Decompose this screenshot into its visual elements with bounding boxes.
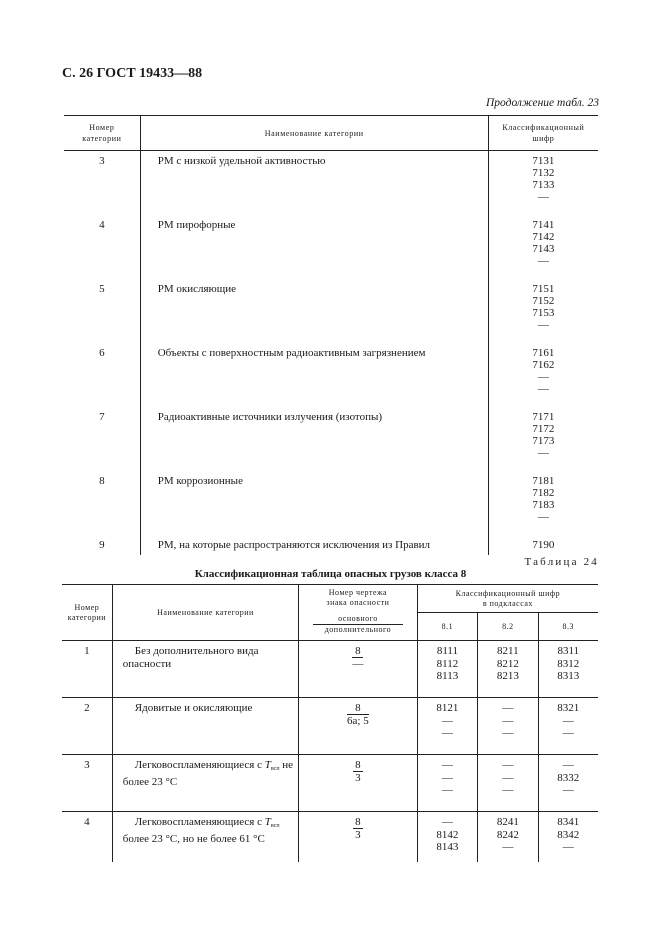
code-value: — — [537, 447, 549, 459]
col-header-sub-8-2: 8.2 — [478, 613, 538, 641]
sign-fraction — [299, 812, 418, 863]
sign-main: 8 — [355, 759, 361, 771]
category-number: 5 — [99, 283, 105, 295]
category-name — [112, 641, 298, 698]
code-value: — — [537, 191, 549, 203]
code-value: 7131 — [532, 155, 555, 167]
code-value: — — [502, 727, 514, 739]
code-value: 7182 — [532, 487, 555, 499]
code-column — [478, 641, 538, 698]
table-row — [62, 812, 598, 863]
code-value: — — [502, 784, 514, 796]
code-value: 8113 — [436, 670, 459, 682]
code-value: 7153 — [532, 307, 555, 319]
category-number: 2 — [62, 698, 112, 755]
code-value: 8242 — [496, 828, 519, 841]
code-value: — — [562, 841, 574, 853]
category-name-text: не более 23 °С — [122, 759, 294, 788]
temperature-subscript: всп — [270, 766, 280, 772]
category-name-text: Легковоспламеняющиеся с — [134, 816, 262, 828]
category-name: РМ с низкой удельной активностью — [140, 151, 488, 216]
code-value: 8342 — [557, 828, 580, 841]
sign-main: 8 — [355, 816, 361, 828]
sign-denominator-label: дополнительного — [324, 625, 392, 634]
code-value: 8143 — [436, 841, 459, 853]
code-value: — — [441, 771, 453, 784]
code-value: 8341 — [557, 816, 580, 828]
code-value: 8313 — [557, 670, 580, 682]
category-number: 4 — [99, 219, 105, 231]
code-value: — — [562, 784, 574, 796]
code-value: 7190 — [532, 539, 555, 551]
sign-additional: 3 — [355, 829, 361, 841]
table-24 — [62, 584, 598, 862]
category-number: 8 — [99, 475, 105, 487]
code-value: 8142 — [436, 828, 459, 841]
category-number: 6 — [99, 347, 105, 359]
table-24-header-row-1 — [62, 585, 598, 613]
code-value: 7141 — [532, 219, 555, 231]
table-24-title: Классификационная таблица опасных грузов класса 8 — [194, 568, 467, 580]
category-codes — [488, 471, 598, 535]
sign-main: 8 — [347, 702, 369, 715]
code-value: 7143 — [532, 243, 555, 255]
code-value: 7173 — [532, 435, 555, 447]
code-column — [417, 755, 477, 812]
code-value: 7142 — [532, 231, 555, 243]
category-name — [112, 812, 298, 863]
category-number: 7 — [99, 411, 105, 423]
code-value: — — [441, 759, 453, 771]
code-column — [478, 755, 538, 812]
code-value: 7152 — [532, 295, 555, 307]
category-codes — [488, 343, 598, 407]
table-23 — [64, 115, 598, 555]
col-header-name: Наименование категории — [140, 116, 488, 151]
code-value: — — [537, 319, 549, 331]
sign-fraction — [299, 755, 418, 812]
sign-main: 8 — [352, 645, 363, 658]
code-value: — — [537, 383, 549, 395]
category-number: 4 — [62, 812, 112, 863]
code-value: 7181 — [532, 475, 555, 487]
sign-additional: 6а; 5 — [347, 715, 369, 727]
code-value: — — [502, 771, 514, 784]
table-row — [64, 471, 598, 535]
code-value: — — [441, 714, 453, 727]
col-header-number: Номер категории — [64, 116, 140, 151]
code-value: — — [537, 511, 549, 523]
sign-fraction — [299, 641, 418, 698]
category-name — [112, 755, 298, 812]
code-value: 8321 — [557, 702, 580, 714]
code-value: 8213 — [496, 670, 519, 682]
table-row — [62, 698, 598, 755]
code-value: 8211 — [497, 645, 519, 657]
category-codes — [488, 151, 598, 216]
code-value: 7171 — [532, 411, 555, 423]
code-value: 7132 — [532, 167, 555, 179]
table-row — [64, 407, 598, 471]
category-name: Объекты с поверхностным радиоактивным загрязнением — [140, 343, 488, 407]
table-row — [64, 535, 598, 555]
code-value: 7183 — [532, 499, 555, 511]
col-header-name: Наименование категории — [112, 585, 298, 641]
category-name-text: Легковоспламеняющиеся с — [134, 759, 262, 771]
code-value: — — [537, 255, 549, 267]
category-name: Радиоактивные источники излучения (изотопы) — [140, 407, 488, 471]
category-number: 3 — [62, 755, 112, 812]
table-row — [64, 279, 598, 343]
code-column — [417, 641, 477, 698]
code-value: 8312 — [557, 657, 580, 670]
category-number: 9 — [99, 539, 105, 551]
table-23-header — [64, 116, 598, 151]
table-row — [62, 641, 598, 698]
col-header-number: Номер категории — [62, 585, 112, 641]
temperature-symbol: T — [264, 816, 271, 828]
temperature-symbol: T — [264, 759, 271, 771]
col-header-code-group: Классификационный шифр в подклассах — [417, 585, 598, 613]
code-value: 8121 — [436, 702, 459, 714]
code-value: — — [441, 727, 453, 739]
sign-fraction — [299, 698, 418, 755]
table-row — [64, 215, 598, 279]
category-name-text: Ядовитые и окисляющие — [134, 702, 253, 714]
code-value: — — [562, 714, 574, 727]
code-value: 8241 — [496, 816, 519, 828]
category-codes — [488, 535, 598, 555]
code-column — [417, 812, 477, 863]
code-value: 7161 — [532, 347, 555, 359]
code-column — [478, 812, 538, 863]
code-value: 8111 — [436, 645, 458, 657]
code-column — [538, 698, 598, 755]
category-name: РМ коррозионные — [140, 471, 488, 535]
table-row — [62, 755, 598, 812]
page-header: С. 26 ГОСТ 19433—88 — [62, 66, 203, 81]
sign-additional: 3 — [355, 772, 361, 784]
code-value: — — [562, 759, 574, 771]
code-value: 8112 — [436, 657, 459, 670]
category-name-text: Без дополнительного вида опасности — [122, 645, 259, 670]
continued-label: Продолжение табл. 23 — [486, 97, 599, 109]
col-header-sign: Номер чертежа знака опасности основного дополнительного — [299, 585, 418, 641]
category-name: РМ, на которые распространяются исключения из Правил — [140, 535, 488, 555]
table-row — [64, 343, 598, 407]
category-name — [112, 698, 298, 755]
table-row — [64, 151, 598, 216]
table-24-label: Таблица 24 — [524, 556, 599, 568]
sign-numerator-label: основного — [313, 614, 403, 625]
code-value: — — [441, 784, 453, 796]
category-codes — [488, 215, 598, 279]
category-codes — [488, 279, 598, 343]
code-column — [478, 698, 538, 755]
code-value: 7133 — [532, 179, 555, 191]
category-number: 1 — [84, 645, 90, 657]
code-column — [538, 812, 598, 863]
code-value: 8212 — [496, 657, 519, 670]
code-value: — — [502, 714, 514, 727]
code-value: — — [562, 727, 574, 739]
category-codes — [488, 407, 598, 471]
category-name-text: более 23 °С, но не более 61 °С — [122, 832, 265, 845]
code-value: 7151 — [532, 283, 555, 295]
code-column — [417, 698, 477, 755]
code-value: — — [537, 371, 549, 383]
code-column — [538, 641, 598, 698]
code-value: 8332 — [557, 771, 580, 784]
col-header-sub-8-1: 8.1 — [417, 613, 477, 641]
col-header-sub-8-3: 8.3 — [538, 613, 598, 641]
code-column — [538, 755, 598, 812]
code-value: — — [502, 702, 514, 714]
col-header-code: Классификационный шифр — [488, 116, 598, 151]
category-name: РМ пирофорные — [140, 215, 488, 279]
code-value: 8311 — [557, 645, 580, 657]
category-name: РМ окисляющие — [140, 279, 488, 343]
code-value: 7172 — [532, 423, 555, 435]
code-value: 7162 — [532, 359, 555, 371]
temperature-subscript: всп — [270, 823, 280, 829]
code-value: — — [502, 841, 514, 853]
code-value: — — [502, 759, 514, 771]
sign-additional: — — [352, 658, 364, 670]
category-number: 3 — [99, 155, 105, 167]
code-value: — — [441, 816, 453, 828]
